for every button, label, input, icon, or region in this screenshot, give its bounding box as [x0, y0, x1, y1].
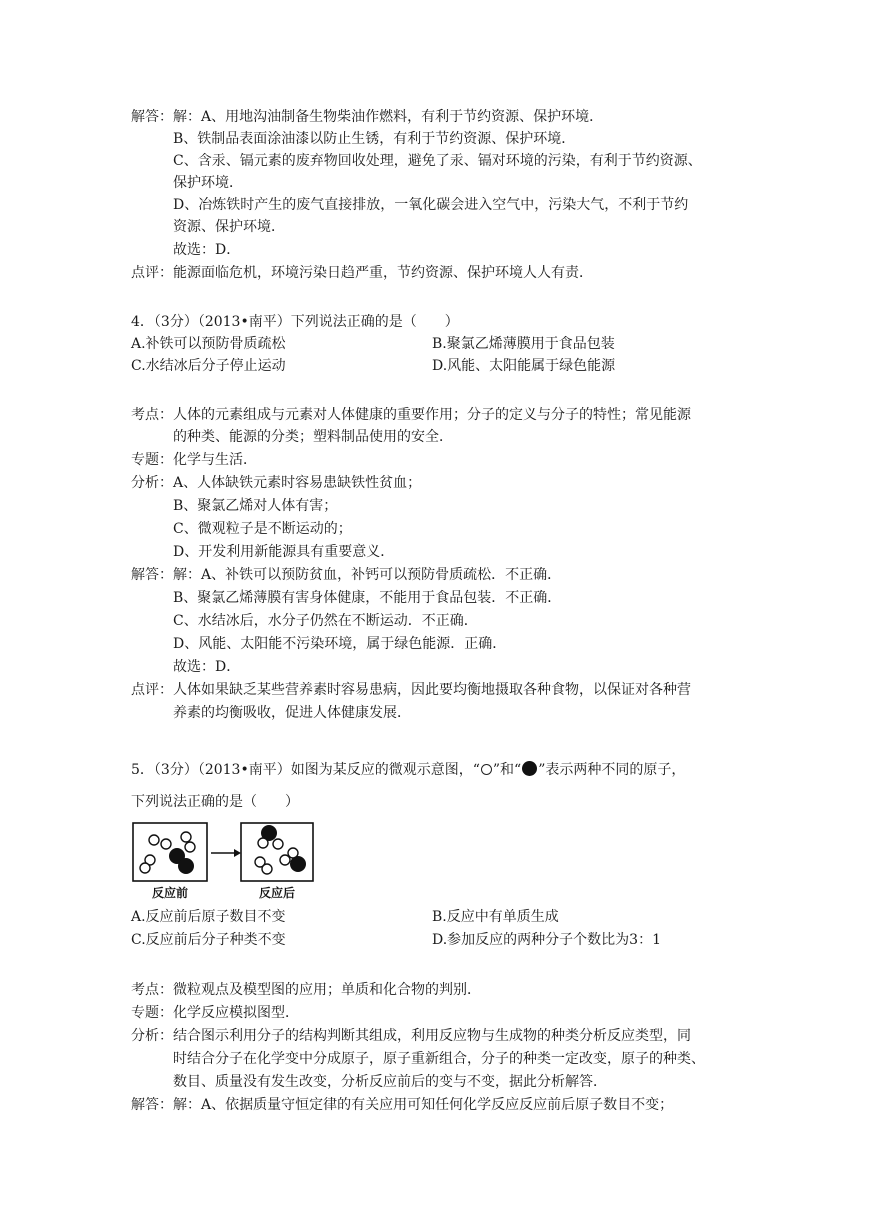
q5-option-d: D.参加反应的两种分子个数比为3：1 [432, 932, 661, 948]
q4-answer-line-3: C、水结冰后，水分子仍然在不断运动．不正确． [173, 613, 478, 629]
q4-point-line-1: 考点：人体的元素组成与元素对人体健康的重要作用；分子的定义与分子的特性；常见能源 [131, 407, 691, 423]
q4-topic: 专题：化学与生活． [131, 452, 257, 468]
q3-answer-line-2: B、铁制品表面涂油漆以防止生锈，有利于节约资源、保护环境． [173, 131, 576, 147]
q4-option-d: D.风能、太阳能属于绿色能源 [432, 358, 616, 374]
after-label: 反应后 [258, 886, 296, 900]
q4-option-b: B.聚氯乙烯薄膜用于食品包装 [432, 336, 615, 352]
q4-answer-line-2: B、聚氯乙烯薄膜有害身体健康，不能用于食品包装．不正确． [173, 590, 562, 606]
q4-option-a: A.补铁可以预防骨质疏松 [131, 336, 286, 352]
reaction-arrow-head [234, 849, 241, 857]
q5-topic: 专题：化学反应模拟图型． [131, 1005, 299, 1021]
q3-comment: 点评：能源面临危机，环境污染日趋严重，节约资源、保护环境人人有责． [131, 265, 593, 281]
q4-point-line-2: 的种类、能源的分类；塑料制品使用的安全． [173, 429, 453, 445]
q3-answer-line-4: 保护环境． [173, 175, 243, 191]
q4-analysis-line-1: 分析：A、人体缺铁元素时容易患缺铁性贫血； [131, 475, 422, 491]
q5-stem-line-1: 5．（3分）（2013•南平）如图为某反应的微观示意图，“ ”和“ ”表示两种不同的原子， [131, 762, 686, 778]
filled-circle-atom-icon [522, 761, 537, 776]
q4-answer-line-1: 解答：解：A、补铁可以预防贫血，补钙可以预防骨质疏松．不正确． [131, 567, 562, 583]
q4-option-c: C.水结冰后分子停止运动 [131, 358, 286, 374]
q5-answer-line-1: 解答：解：A、依据质量守恒定律的有关应用可知任何化学反应反应前后原子数目不变； [131, 1097, 674, 1113]
before-open-atom [140, 863, 150, 873]
after-filled-atom [290, 856, 306, 872]
q3-answer-line-5: D、冶炼铁时产生的废气直接排放，一氧化碳会进入空气中，污染大气，不利于节约 [173, 197, 689, 213]
q4-comment-line-2: 养素的均衡吸收，促进人体健康发展． [173, 705, 411, 721]
open-circle-atom-icon [481, 764, 492, 775]
q4-stem: 4．（3分）（2013•南平）下列说法正确的是（ ） [131, 314, 459, 330]
before-open-atom [161, 839, 171, 849]
q3-answer-line-3: C、含汞、镉元素的废弃物回收处理，避免了汞、镉对环境的污染，有利于节约资源、 [173, 153, 702, 169]
q4-answer-line-5: 故选：D． [173, 659, 241, 675]
before-open-atom [149, 835, 159, 845]
q5-analysis-line-3: 数目、质量没有发生改变，分析反应前后的变与不变，据此分析解答． [173, 1074, 607, 1090]
q4-answer-line-4: D、风能、太阳能不污染环境，属于绿色能源．正确． [173, 636, 507, 652]
q4-analysis-line-3: C、微观粒子是不断运动的； [173, 521, 352, 537]
q3-answer-line-1: 解答：解：A、用地沟油制备生物柴油作燃料，有利于节约资源、保护环境． [131, 109, 604, 125]
q5-option-a: A.反应前后原子数目不变 [131, 909, 286, 925]
q4-analysis-line-4: D、开发利用新能源具有重要意义． [173, 544, 395, 560]
before-open-atom [185, 842, 195, 852]
after-box [241, 823, 313, 881]
after-open-atom [262, 864, 272, 874]
q4-comment-line-1: 点评：人体如果缺乏某些营养素时容易患病，因此要均衡地摄取各种食物，以保证对各种营 [131, 682, 691, 698]
after-open-atom [273, 839, 283, 849]
after-open-atom [258, 838, 268, 848]
q5-option-c: C.反应前后分子种类不变 [131, 932, 286, 948]
q3-answer-line-7: 故选：D． [173, 242, 241, 258]
before-open-atom [181, 832, 191, 842]
q5-stem-line-2: 下列说法正确的是（ ） [131, 794, 299, 810]
q5-analysis-line-1: 分析：结合图示利用分子的结构判断其组成，利用反应物与生成物的种类分析反应类型，同 [131, 1028, 691, 1044]
q4-analysis-line-2: B、聚氯乙烯对人体有害； [173, 498, 338, 514]
before-filled-atom [178, 858, 194, 874]
reaction-diagram [130, 822, 316, 902]
q3-answer-line-6: 资源、保护环境． [173, 219, 285, 235]
q5-option-b: B.反应中有单质生成 [432, 909, 559, 925]
after-open-atom [280, 855, 290, 865]
before-label: 反应前 [151, 886, 189, 900]
q5-point: 考点：微粒观点及模型图的应用；单质和化合物的判别． [131, 982, 481, 998]
q5-analysis-line-2: 时结合分子在化学变中分成原子，原子重新组合，分子的种类一定改变，原子的种类、 [173, 1051, 705, 1067]
